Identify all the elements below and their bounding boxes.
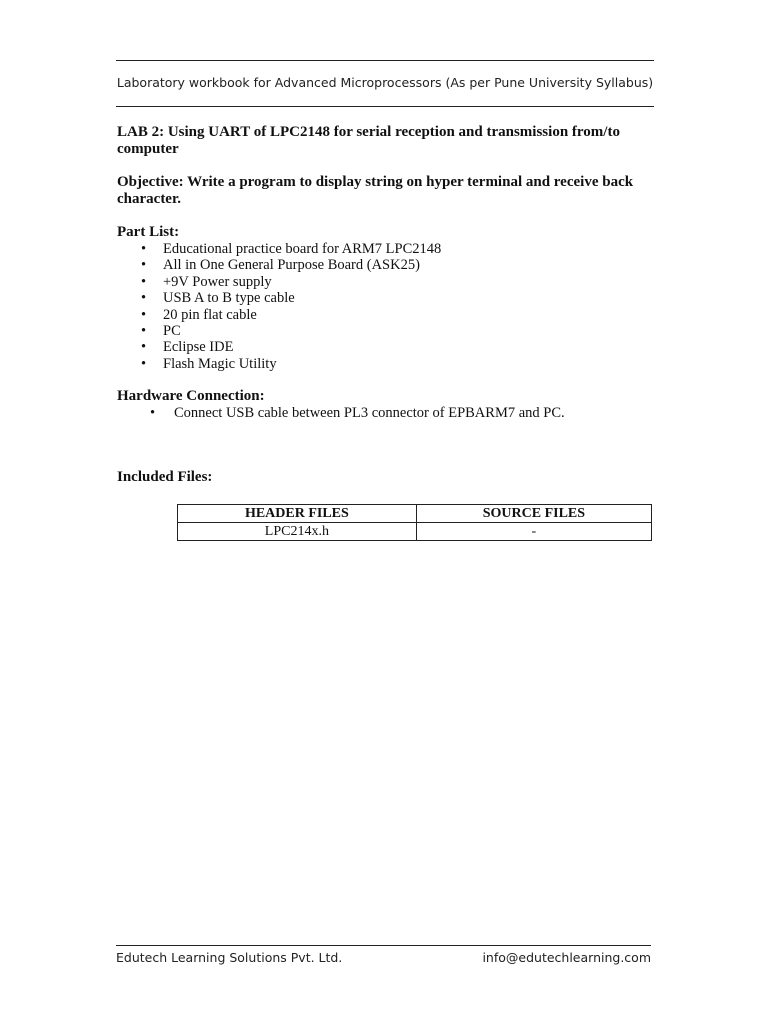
footer-email: info@edutechlearning.com (482, 950, 651, 965)
included-files-heading: Included Files: (117, 468, 213, 485)
list-item: • All in One General Purpose Board (ASK25) (141, 257, 420, 274)
header-title: Laboratory workbook for Advanced Microprocessors (As per Pune University Syllabus) (116, 75, 654, 90)
list-item: • +9V Power supply (141, 273, 272, 290)
header-files-column: HEADER FILES (178, 505, 417, 523)
list-item: • Eclipse IDE (141, 339, 234, 356)
table-cell: - (416, 523, 651, 541)
part-list (117, 241, 657, 372)
table-header-row (178, 505, 652, 523)
lab-objective: Objective: Write a program to display string on hyper terminal and receive back character. (117, 174, 634, 207)
bullet-icon: • (141, 273, 147, 290)
lab-title: LAB 2: Using UART of LPC2148 for serial reception and transmission from/to computer (117, 124, 620, 157)
bullet-icon: • (141, 290, 147, 307)
table-row (178, 523, 652, 541)
bullet-icon: • (141, 339, 147, 356)
list-item: • PC (141, 323, 181, 340)
bullet-icon: • (141, 355, 147, 372)
hardware-heading: Hardware Connection: (117, 388, 265, 405)
header-top-rule (116, 60, 654, 61)
list-item: • Flash Magic Utility (141, 355, 277, 372)
footer-rule (116, 945, 651, 946)
header-bottom-rule (116, 106, 654, 107)
files-table (177, 504, 652, 541)
hardware-list (117, 405, 657, 421)
bullet-icon: • (141, 323, 147, 340)
source-files-column: SOURCE FILES (416, 505, 651, 523)
bullet-icon: • (141, 306, 147, 323)
bullet-icon: • (150, 405, 156, 422)
list-item: • USB A to B type cable (141, 290, 295, 307)
table-cell: LPC214x.h (178, 523, 417, 541)
list-item: • Connect USB cable between PL3 connector of EPBARM7 and PC. (150, 405, 565, 422)
list-item: • Educational practice board for ARM7 LPC2148 (141, 241, 442, 257)
document-body (117, 124, 657, 486)
footer-company: Edutech Learning Solutions Pvt. Ltd. (116, 950, 343, 965)
bullet-icon: • (141, 241, 147, 257)
bullet-icon: • (141, 257, 147, 274)
part-list-heading: Part List: (117, 224, 180, 240)
list-item: • 20 pin flat cable (141, 306, 257, 323)
